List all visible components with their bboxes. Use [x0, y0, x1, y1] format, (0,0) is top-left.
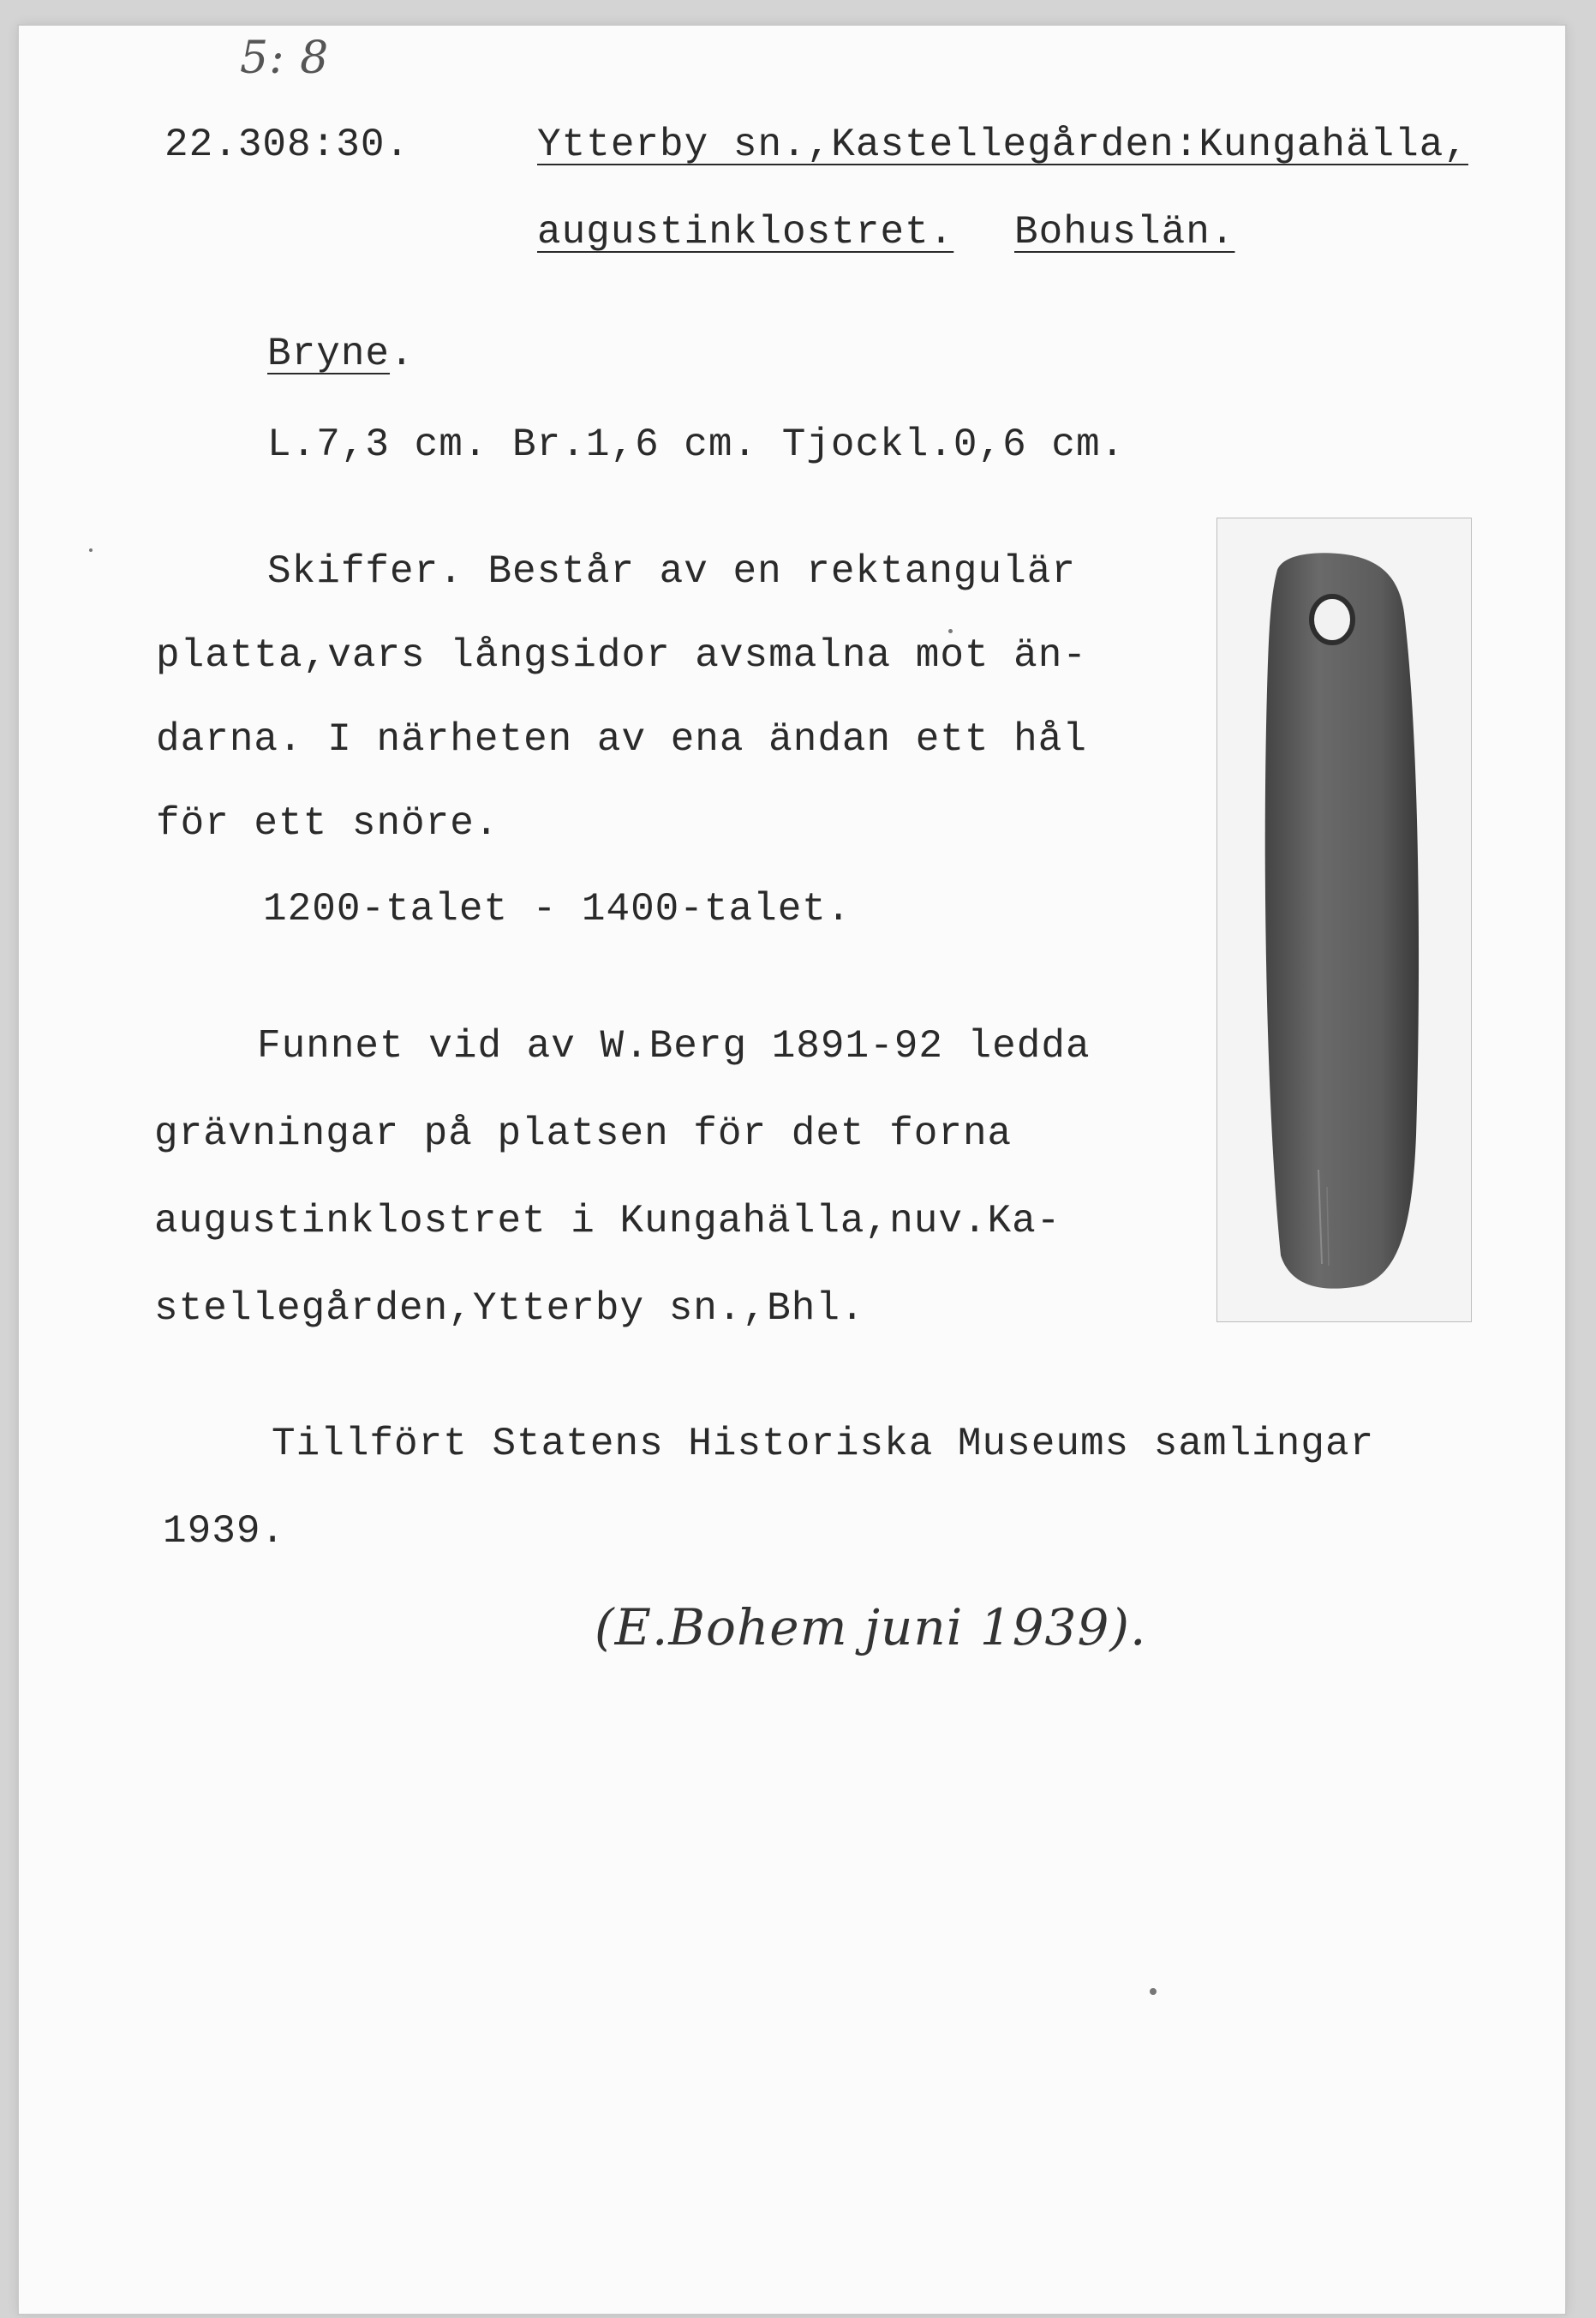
object-title — [267, 334, 415, 374]
whetstone-icon — [1217, 518, 1471, 1321]
corner-note: 5: 8 — [240, 33, 330, 84]
description-line: för ett snöre. — [156, 801, 499, 846]
object-name-suffix: . — [390, 332, 415, 376]
catalog-card — [19, 26, 1565, 2314]
location-line-2a: augustinklostret. — [537, 210, 954, 255]
acquisition-line: Tillfört Statens Historiska Museums samlingar — [272, 1422, 1375, 1466]
location-line-1: Ytterby sn.,Kastellegården:Kungahälla, — [537, 123, 1468, 167]
description-line: Skiffer. Består av en rektangulär — [267, 549, 1076, 594]
object-name: Bryne — [267, 332, 391, 376]
dimensions: L.7,3 cm. Br.1,6 cm. Tjockl.0,6 cm. — [267, 422, 1126, 467]
description-line: platta,vars långsidor avsmalna mot än- — [156, 633, 1087, 678]
acquisition-line: 1939. — [163, 1509, 286, 1554]
dust-speck — [1150, 1988, 1157, 1995]
handwritten-signature: (E.Bohem juni 1939). — [595, 1598, 1147, 1656]
description-line: darna. I närheten av ena ändan ett hål — [156, 717, 1087, 762]
find-line: stellegården,Ytterby sn.,Bhl. — [154, 1286, 865, 1331]
dating: 1200-talet - 1400-talet. — [263, 887, 852, 931]
find-line: grävningar på platsen för det forna — [154, 1111, 1013, 1156]
whetstone-photo — [1216, 518, 1472, 1322]
dust-speck — [89, 548, 93, 552]
find-line: augustinklostret i Kungahälla,nuv.Ka- — [154, 1199, 1061, 1243]
find-line: Funnet vid av W.Berg 1891-92 ledda — [257, 1024, 1091, 1069]
catalog-number: 22.308:30. — [164, 123, 410, 167]
dust-speck — [948, 629, 953, 633]
location-line-2b: Bohuslän. — [1014, 210, 1235, 255]
